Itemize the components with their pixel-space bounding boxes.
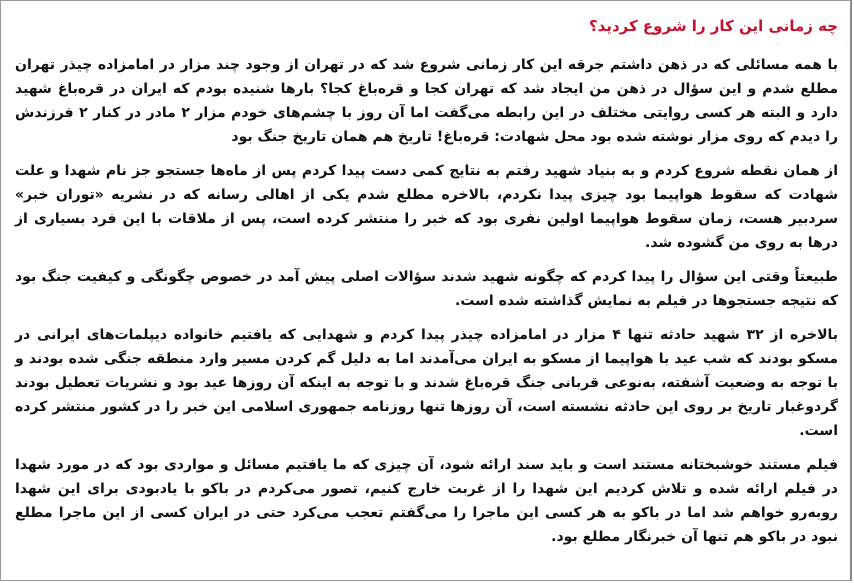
answer-paragraph-4: بالاخره از ۳۲ شهید حادثه تنها ۴ مزار در امامزاده چیذر پیدا کردم و شهدایی که یافتیم خانواده دیپلمات‌های ایرانی در مسکو بودند که شب عید با هواپیما از مسکو به ایران می‌آمدند اما به دلیل گم کردن مسیر وارد منطقه جنگی شده بودند و با توجه به وضعیت آشفته، به‌نوعی قربانی جنگ قره‌باغ شدند و با توجه به اینکه آن روزها عید بود و نشریات تعطیل بودند گردوغبار تاریخ بر روی این حادثه نشسته است، آن روزها تنها روزنامه جمهوری اسلامی این خبر را در کشور منتشر کرده است. — [15, 327, 839, 439]
answer-paragraph-1: با همه مسائلی که در ذهن داشتم جرقه این کار زمانی شروع شد که در تهران از وجود چند مزار در امامزاده چیذر تهران مطلع شدم و این سؤال در ذهن من ایجاد شد که تهران کجا و قره‌باغ کجا؟ بارها شنیده بودم که ایران در قره‌باغ شهید دارد و البته هر کسی روایتی مختلف در این رابطه می‌گفت اما آن روز با چشم‌های خودم مزار ۲ مادر در کنار ۲ فرزندش را دیدم که روی مزار نوشته شده بود محل شهادت: قره‌باغ! تاریخ هم همان تاریخ جنگ بود — [15, 57, 838, 145]
question-heading: چه زمانی این کار را شروع کردید؟ — [588, 17, 838, 35]
answer-paragraph-5: فیلم مستند خوشبختانه مستند است و باید سند ارائه شود، آن چیزی که ما یافتیم مسائل و مواردی بود که در مورد شهدا در فیلم ارائه شده و تلاش کردیم این شهدا را از غربت خارج کنیم، تصور می‌کردم در باکو با یادبودی برای این شهدا روبه‌رو خواهم شد اما در باکو به هر کسی این ماجرا را می‌گفتم تعجب می‌کرد حتی در ایران کسی از این ماجرا مطلع نبود در باکو هم تنها آن خبرنگار مطلع بود. — [15, 457, 838, 545]
answer-paragraph-2: از همان نقطه شروع کردم و به بنیاد شهید رفتم به نتایج کمی دست پیدا کردم پس از ماه‌ها جستجو جز نام شهدا و علت شهادت که سقوط هواپیما بود چیزی پیدا نکردم، بالاخره مطلع شدم یکی از اهالی رسانه که در نشریه «توران خبر» سردبیر هست، زمان سقوط هواپیما اولین نفری بود که خبر را منتشر کرده است، پس از ملاقات با این فرد بسیاری از درها به روی من گشوده شد. — [15, 163, 838, 251]
answer-paragraph-3: طبیعتاً وقتی این سؤال را پیدا کردم که چگونه شهید شدند سؤالات اصلی پیش آمد در خصوص چگونگی و کیفیت جنگ بود که نتیجه جستجوها در فیلم به نمایش گذاشته شده است. — [15, 269, 838, 309]
interview-article — [1, 1, 850, 549]
